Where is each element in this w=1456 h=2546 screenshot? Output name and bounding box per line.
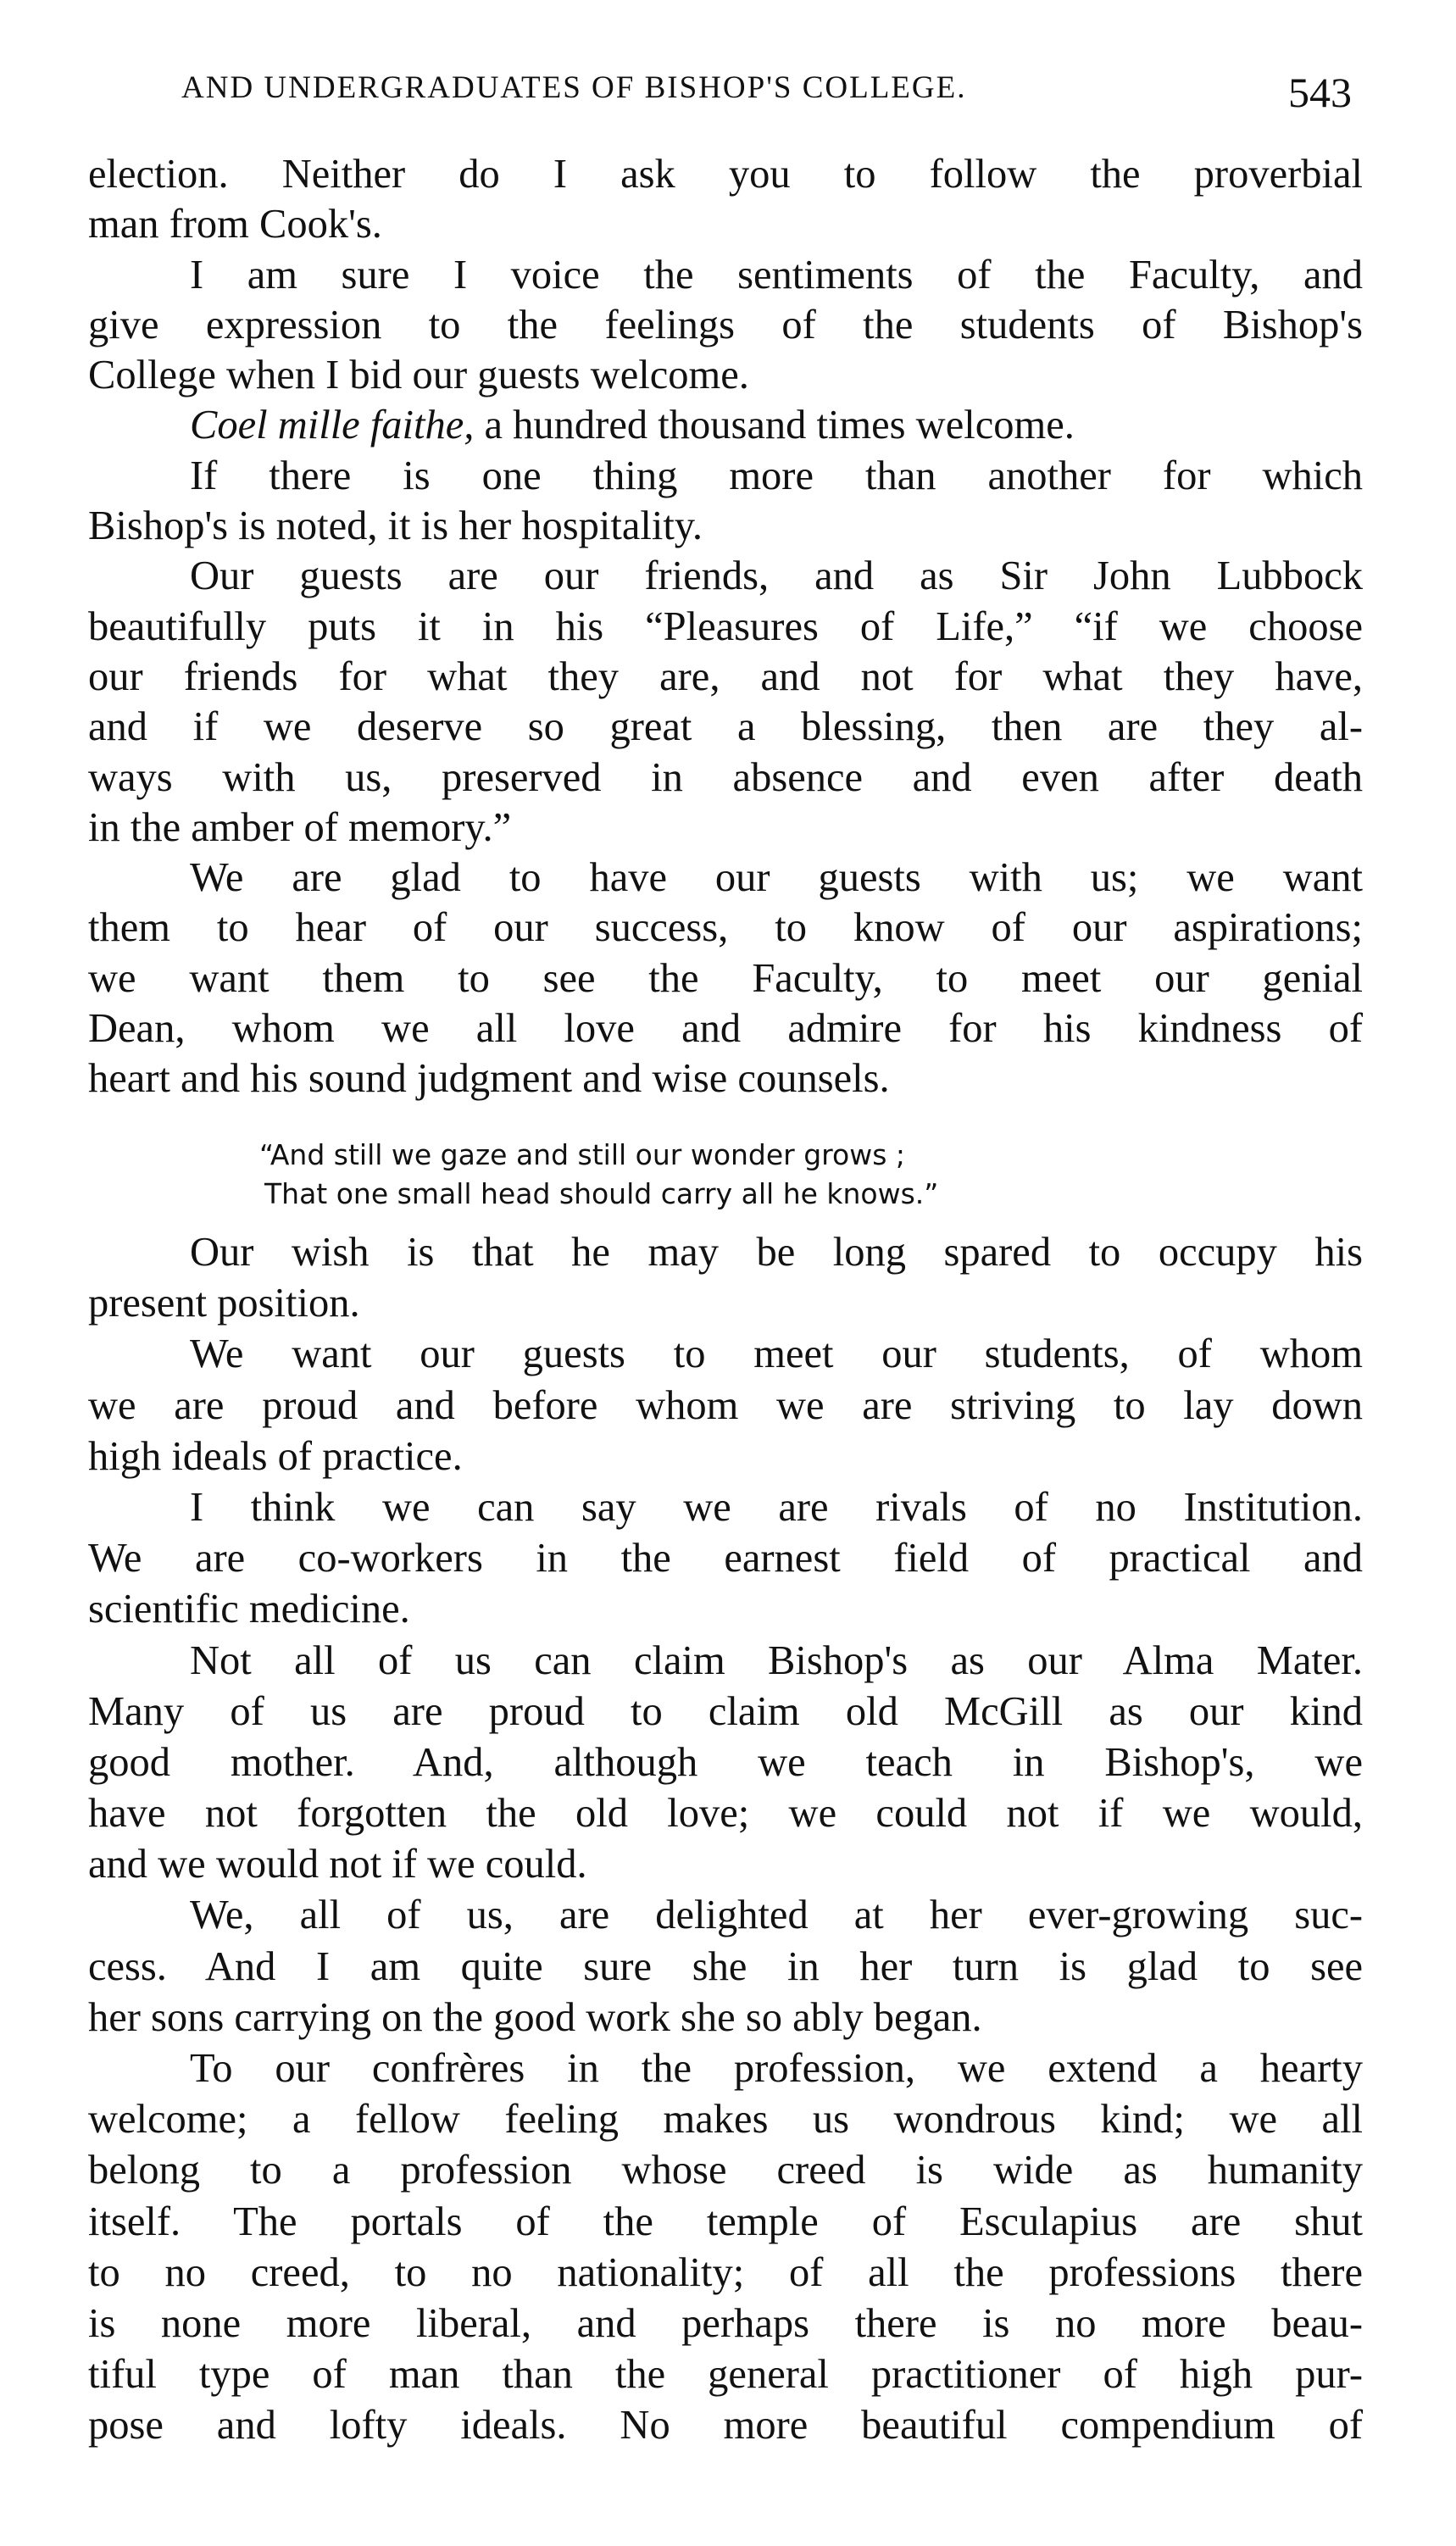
text-line: good mother. And, although we teach in Bishop's, we bbox=[88, 1739, 1363, 1785]
text-line: tiful type of man than the general practitioner of high pur- bbox=[88, 2352, 1363, 2398]
text-line: beautifully puts it in his “Pleasures of Life,” “if we choose bbox=[88, 603, 1363, 649]
text-line: ways with us, preserved in absence and even after death bbox=[88, 754, 1363, 800]
text-line: to no creed, to no nationality; of all the professions there bbox=[88, 2249, 1363, 2295]
text-line: College when I bid our guests welcome. bbox=[88, 353, 749, 398]
text-line: cess. And I am quite sure she in her turn is glad to see bbox=[88, 1943, 1363, 1989]
text-line: We are glad to have our guests with us; we want bbox=[190, 855, 1363, 901]
text-line: them to hear of our success, to know of our aspirations; bbox=[88, 905, 1363, 951]
text-line: Dean, whom we all love and admire for his kindness of bbox=[88, 1006, 1363, 1052]
page-number: 543 bbox=[1288, 69, 1352, 116]
text-line: Bishop's is noted, it is her hospitality. bbox=[88, 503, 703, 549]
text-line: If there is one thing more than another for which bbox=[190, 453, 1363, 498]
text-line: and if we deserve so great a blessing, then are they al- bbox=[88, 704, 1363, 750]
text-line: itself. The portals of the temple of Esculapius are shut bbox=[88, 2199, 1363, 2244]
text-line: I am sure I voice the sentiments of the Faculty, and bbox=[190, 252, 1363, 297]
text-line: To our confrères in the profession, we extend a hearty bbox=[190, 2046, 1363, 2091]
text-line: give expression to the feelings of the students of Bishop's bbox=[88, 302, 1363, 347]
text-line: is none more liberal, and perhaps there is no more beau- bbox=[88, 2300, 1363, 2346]
text-line: welcome; a fellow feeling makes us wondrous kind; we all bbox=[88, 2097, 1363, 2143]
text-line: man from Cook's. bbox=[88, 202, 382, 247]
text-line: belong to a profession whose creed is wide as humanity bbox=[88, 2148, 1363, 2193]
text-line: have not forgotten the old love; we could not if we would, bbox=[88, 1791, 1363, 1837]
verse-quotation bbox=[259, 1136, 1192, 1214]
quote-line: “And still we gaze and still our wonder grows ; bbox=[259, 1138, 905, 1171]
text-line: We want our guests to meet our students, of whom bbox=[190, 1331, 1363, 1377]
running-head: AND UNDERGRADUATES OF BISHOP'S COLLEGE. bbox=[181, 70, 967, 105]
text-line: we are proud and before whom we are striving to lay down bbox=[88, 1382, 1363, 1428]
text-line bbox=[88, 400, 1363, 450]
text-line: We, all of us, are delighted at her ever-growing suc- bbox=[190, 1893, 1363, 1938]
text-line: I think we can say we are rivals of no Institution. bbox=[190, 1484, 1363, 1530]
text-line: scientific medicine. bbox=[88, 1587, 410, 1632]
text-line: present position. bbox=[88, 1281, 360, 1326]
text-line: our friends for what they are, and not for what they have, bbox=[88, 653, 1363, 699]
text-line: election. Neither do I ask you to follow the proverbial bbox=[88, 152, 1363, 197]
text-line: her sons carrying on the good work she so ably began. bbox=[88, 1994, 982, 2040]
text-fragment: a hundred thousand times welcome. bbox=[484, 403, 1075, 448]
text-line: Many of us are proud to claim old McGill as our kind bbox=[88, 1688, 1363, 1734]
text-line: in the amber of memory.” bbox=[88, 804, 512, 850]
text-line: Our guests are our friends, and as Sir John Lubbock bbox=[190, 553, 1363, 599]
text-line: We are co-workers in the earnest field of practical and bbox=[88, 1536, 1363, 1582]
text-line: heart and his sound judgment and wise counsels. bbox=[88, 1056, 890, 1102]
text-line: Not all of us can claim Bishop's as our Alma Mater. bbox=[190, 1637, 1363, 1683]
text-line: high ideals of practice. bbox=[88, 1433, 463, 1479]
text-line: we want them to see the Faculty, to meet our genial bbox=[88, 955, 1363, 1001]
body-text-lower bbox=[88, 1227, 1363, 2452]
quote-line: That one small head should carry all he knows.” bbox=[264, 1177, 939, 1210]
latin-phrase: Coel mille faithe, bbox=[190, 403, 475, 448]
text-line: pose and lofty ideals. No more beautiful compendium of bbox=[88, 2403, 1363, 2449]
body-text-upper bbox=[88, 149, 1363, 1104]
text-line: Our wish is that he may be long spared to occupy his bbox=[190, 1230, 1363, 1275]
text-line: and we would not if we could. bbox=[88, 1842, 587, 1887]
